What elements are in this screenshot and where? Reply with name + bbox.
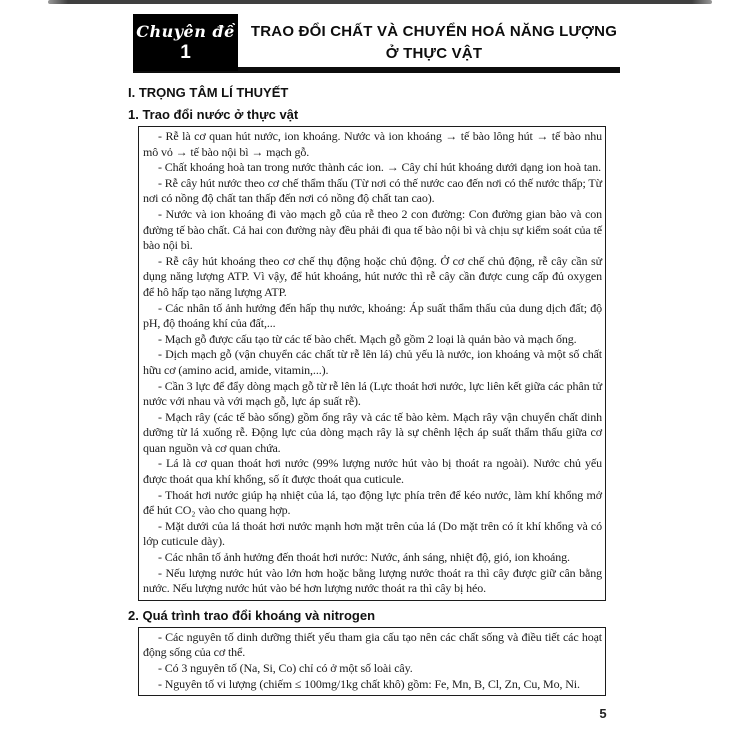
chapter-badge-number: 1 [180, 41, 191, 63]
theory-paragraph: - Nguyên tố vi lượng (chiếm ≤ 100mg/1kg chất khô) gồm: Fe, Mn, B, Cl, Zn, Cu, Mo, Ni. [158, 676, 580, 691]
chapter-badge-label: Chuyên đề [136, 21, 235, 41]
page-content [128, 84, 608, 696]
chapter-title-line1: TRAO ĐỔI CHẤT VÀ CHUYỂN HOÁ NĂNG LƯỢNG [250, 22, 618, 40]
chapter-badge [133, 14, 238, 71]
theory-box-mineral-nitrogen [138, 627, 606, 696]
theory-paragraph: - Thoát hơi nước giúp hạ nhiệt của lá, tạo động lực phía trên để kéo nước, làm khí khổng mở để hút CO₂ vào cho quang hợp. [143, 487, 602, 518]
theory-paragraph: - Rễ là cơ quan hút nước, ion khoáng. Nước và ion khoáng → tế bào lông hút → tế bào nhu mô vỏ → tế bào nội bì → mạch gỗ. [143, 129, 602, 159]
theory-paragraph: - Các nguyên tố dinh dưỡng thiết yếu tham gia cấu tạo nên các chất sống và điều tiết các hoạt động sống của cơ thể. [143, 629, 602, 660]
theory-paragraph: - Nước và ion khoáng đi vào mạch gỗ của rễ theo 2 con đường: Con đường gian bào và con đường tế bào chất. Cả hai con đường này đều phải đi qua tế bào nội bì và chịu sự kiểm soát của tế bào nội bì. [143, 206, 602, 253]
theory-paragraph: - Rễ cây hút khoáng theo cơ chế thụ động hoặc chủ động. Ở cơ chế chủ động, rễ cây cần sử dụng năng lượng ATP. Vì vậy, để hút khoáng, hút nước thì rễ cây cần được cung cấp đủ oxygen để hô hấp tạo năng lượng ATP. [143, 253, 602, 299]
chapter-title [248, 14, 620, 71]
subsection-heading-water-exchange: 1. Trao đổi nước ở thực vật [128, 107, 299, 122]
subsection-heading-mineral-nitrogen: 2. Quá trình trao đổi khoáng và nitrogen [128, 607, 376, 623]
theory-paragraph: - Mạch rây (các tế bào sống) gồm ống rây và các tế bào kèm. Mạch rây vận chuyển chất dinh dưỡng từ lá xuống rễ. Động lực của dòng mạch rây là sự chênh lệch áp suất thẩm thấu giữa cơ quan nguồn và cơ quan chứa. [143, 409, 602, 455]
theory-box-water-exchange [138, 126, 606, 601]
section-heading-theory: I. TRỌNG TÂM LÍ THUYẾT [128, 85, 289, 100]
theory-paragraph: - Các nhân tố ảnh hưởng đến hấp thụ nước, khoáng: Áp suất thẩm thấu của dung dịch đất; độ pH, độ thoáng khí của đất,... [143, 300, 602, 331]
theory-paragraph: - Nếu lượng nước hút vào lớn hơn hoặc bằng lượng nước thoát ra thì cây được giữ cân bằng nước. Nếu lượng nước hút vào bé hơn lượng nước thoát ra thì cây bị héo. [143, 565, 602, 596]
theory-paragraph: - Mạch gỗ được cấu tạo từ các tế bào chết. Mạch gỗ gồm 2 loại là quản bào và mạch ống. [158, 331, 577, 346]
theory-paragraph: - Dịch mạch gỗ (vận chuyển các chất từ rễ lên lá) chủ yếu là nước, ion khoáng và một số chất hữu cơ (amino acid, amide, vitamin,...). [143, 347, 602, 377]
theory-paragraph: - Các nhân tố ảnh hưởng đến thoát hơi nước: Nước, ánh sáng, nhiệt độ, gió, ion khoáng. [158, 550, 570, 565]
theory-paragraph: - Chất khoáng hoà tan trong nước thành các ion. → Cây chỉ hút khoáng dưới dạng ion hoà tan. [158, 160, 602, 175]
theory-paragraph: - Cần 3 lực để đẩy dòng mạch gỗ từ rễ lên lá (Lực thoát hơi nước, lực liên kết giữa các phân tử nước với nhau và với mạch gỗ, lực áp suất rễ). [143, 378, 602, 409]
page-number: 5 [599, 706, 607, 721]
theory-paragraph: - Có 3 nguyên tố (Na, Si, Co) chỉ có ở một số loài cây. [158, 661, 413, 675]
chapter-title-line2: Ở THỰC VẬT [385, 44, 483, 62]
theory-paragraph: - Rễ cây hút nước theo cơ chế thẩm thấu (Từ nơi có thế nước cao đến nơi có thế nước thấp; Từ nơi có nồng độ chất tan thấp đến nơi có nồng độ chất tan cao). [143, 175, 602, 206]
theory-paragraph: - Lá là cơ quan thoát hơi nước (99% lượng nước hút vào bị thoát ra ngoài). Nước chủ yếu được thoát qua khí khổng, số ít được thoát qua cuticule. [143, 456, 602, 487]
theory-paragraph: - Mặt dưới của lá thoát hơi nước mạnh hơn mặt trên của lá (Do mặt trên có ít khí khổng và có lớp cuticule dày). [143, 518, 602, 549]
page-top-edge-bar [48, 0, 712, 4]
